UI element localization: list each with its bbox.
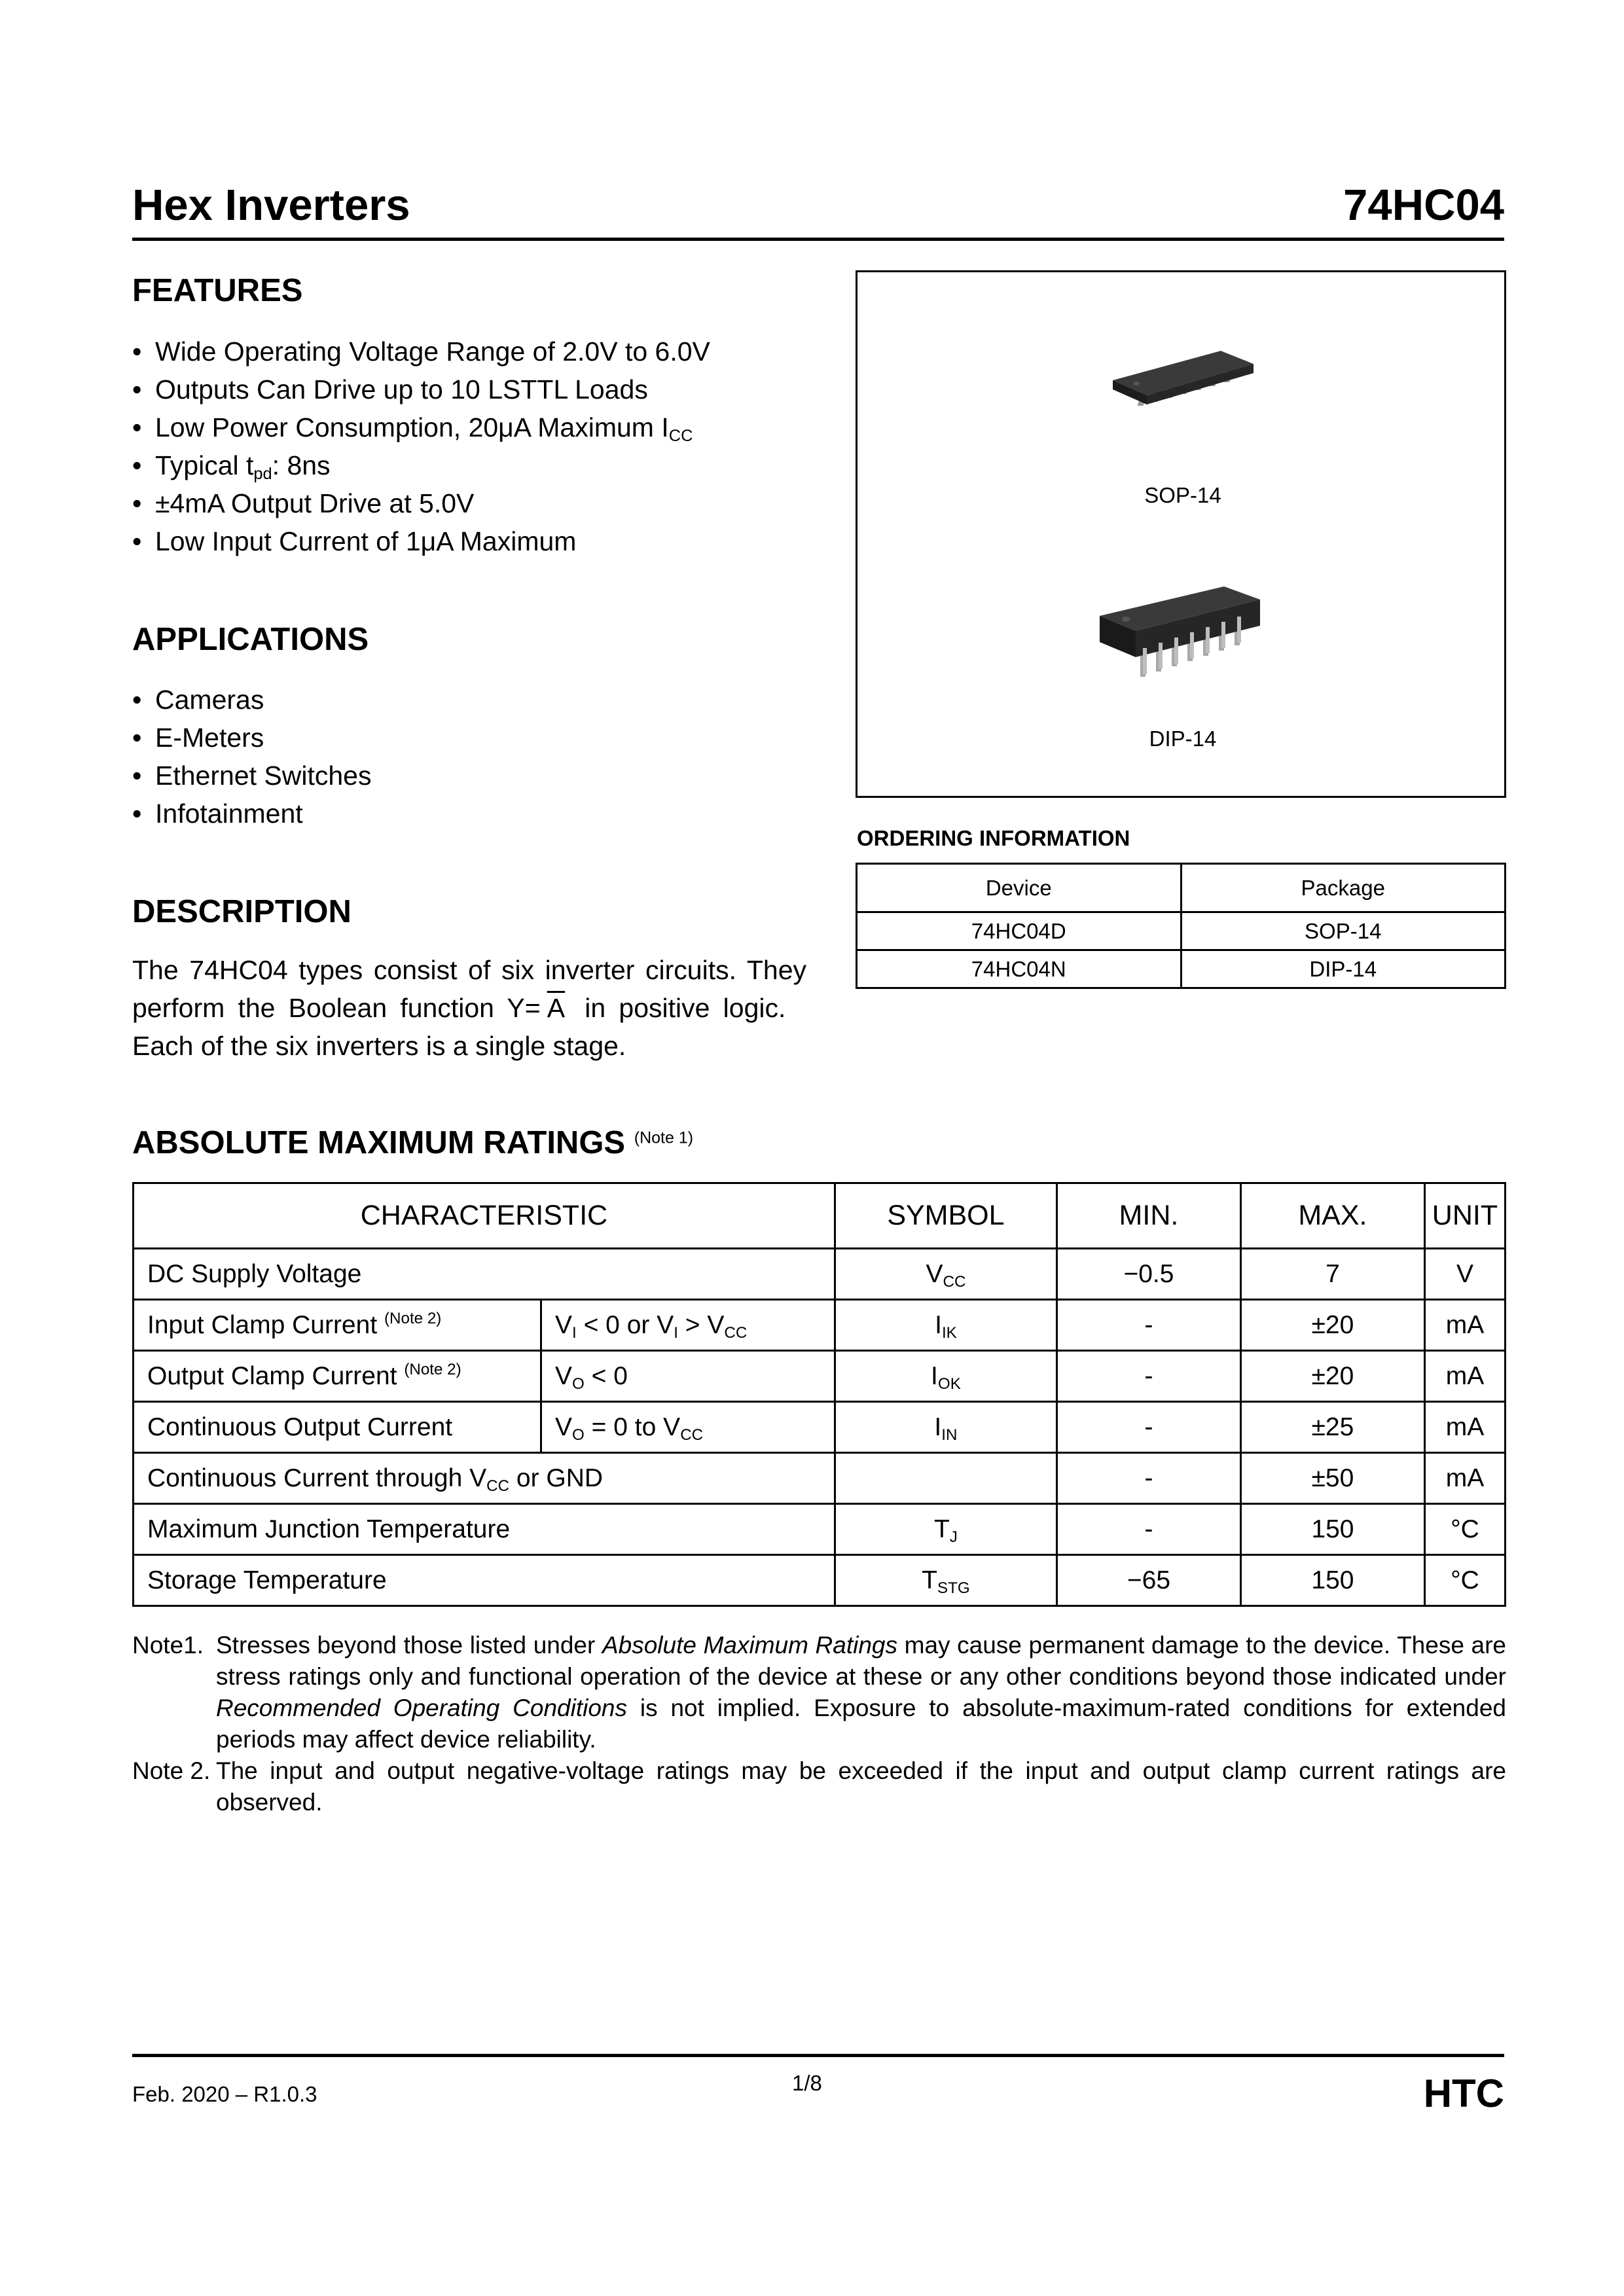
revision-date: Feb. 2020 – R1.0.3	[132, 2082, 317, 2106]
cell-unit: mA	[1424, 1300, 1505, 1351]
description-text: The 74HC04 types consist of six inverter circuits. They perform the Boolean function $Y= \overline{A}$ in positive logic. Each of the six inverters is a single stage.	[132, 955, 806, 1061]
note-1: Note1. Stresses beyond those listed under Absolute Maximum Ratings may cause permanent damage to the device. These are stress ratings only and functional operation of the device at these or any other conditions beyond those indicated under Recommended Operating Conditions is not implied. Exposure to absolute-maximum-rated conditions for extended periods may affect device reliability.	[132, 1632, 1506, 1753]
table-row	[134, 1300, 1506, 1351]
cell-unit: mA	[1424, 1351, 1505, 1402]
amr-heading-note: (Note 1)	[634, 1128, 694, 1147]
list-item: • Cameras	[132, 681, 371, 719]
table-row	[857, 912, 1506, 950]
cell-symbol: $I_{IN}$	[835, 1402, 1056, 1453]
part-number: 74HC04	[1343, 181, 1504, 230]
cell-unit: mA	[1424, 1402, 1505, 1453]
cell-characteristic: Storage Temperature	[134, 1555, 835, 1606]
applications-heading: APPLICATIONS	[132, 622, 369, 657]
cell-characteristic: Input Clamp Current $^{(Note 2)}$	[134, 1300, 541, 1351]
cell-characteristic: Continuous Current through $V_{CC}$ or GND	[134, 1453, 835, 1504]
list-item: • Wide Operating Voltage Range of 2.0V to 6.0V	[132, 332, 710, 370]
cell-condition: $V_O = 0$ to $V_{CC}$	[541, 1402, 835, 1453]
cell-min: −0.5	[1056, 1249, 1240, 1300]
footer-divider	[132, 2054, 1504, 2057]
cell-characteristic: Output Clamp Current $^{(Note 2)}$	[134, 1351, 541, 1402]
table-row	[134, 1555, 1506, 1606]
cell-min: −65	[1056, 1555, 1240, 1606]
table-row	[857, 864, 1506, 912]
list-item: • E-Meters	[132, 719, 371, 757]
cell-max: 150	[1240, 1504, 1424, 1555]
note-2: Note 2. The input and output negative-voltage ratings may be exceeded if the input and output clamp current ratings are observed.	[132, 1757, 1506, 1816]
table-header-cell: Package	[1181, 864, 1506, 912]
cell-symbol: $T_J$	[835, 1504, 1056, 1555]
package-images-box	[856, 270, 1506, 798]
col-header-min: MIN.	[1056, 1183, 1240, 1249]
cell-symbol: $I_{OK}$	[835, 1351, 1056, 1402]
cell-min: -	[1056, 1504, 1240, 1555]
cell-symbol: $I_{IK}$	[835, 1300, 1056, 1351]
table-row	[134, 1402, 1506, 1453]
description-heading: DESCRIPTION	[132, 894, 352, 929]
col-header-symbol: SYMBOL	[835, 1183, 1056, 1249]
cell-unit: °C	[1424, 1504, 1505, 1555]
cell-characteristic: Maximum Junction Temperature	[134, 1504, 835, 1555]
amr-table	[132, 1182, 1506, 1607]
cell-max: ±50	[1240, 1453, 1424, 1504]
brand-logo-text: HTC	[1423, 2072, 1504, 2115]
col-header-max: MAX.	[1240, 1183, 1424, 1249]
cell-max: 150	[1240, 1555, 1424, 1606]
cell-condition: $V_O < 0$	[541, 1351, 835, 1402]
cell-unit: °C	[1424, 1555, 1505, 1606]
table-cell: DIP-14	[1181, 950, 1506, 988]
cell-symbol	[835, 1453, 1056, 1504]
features-heading: FEATURES	[132, 273, 303, 308]
cell-min: -	[1056, 1351, 1240, 1402]
cell-characteristic: DC Supply Voltage	[134, 1249, 835, 1300]
cell-symbol: $V_{CC}$	[835, 1249, 1056, 1300]
table-header-row	[134, 1183, 1506, 1249]
table-cell: SOP-14	[1181, 912, 1506, 950]
cell-min: -	[1056, 1453, 1240, 1504]
cell-max: ±20	[1240, 1300, 1424, 1351]
cell-min: -	[1056, 1402, 1240, 1453]
cell-min: -	[1056, 1300, 1240, 1351]
list-item: • Low Power Consumption, 20μA Maximum $I_{CC}$	[132, 408, 710, 446]
table-row	[857, 950, 1506, 988]
cell-characteristic: Continuous Output Current	[134, 1402, 541, 1453]
ordering-table	[856, 863, 1506, 989]
cell-max: ±25	[1240, 1402, 1424, 1453]
list-item: • Low Input Current of 1μA Maximum	[132, 522, 710, 560]
table-row	[134, 1351, 1506, 1402]
notes	[132, 1630, 1506, 1818]
cell-unit: mA	[1424, 1453, 1505, 1504]
list-item: • Infotainment	[132, 795, 371, 833]
document-title: Hex Inverters	[132, 181, 410, 230]
cell-condition: $V_I < 0$ or $V_I > V_{CC}$	[541, 1300, 835, 1351]
list-item: • Typical $t_{pd}$: 8ns	[132, 446, 710, 484]
cell-unit: V	[1424, 1249, 1505, 1300]
applications-list	[132, 681, 371, 833]
table-cell: 74HC04N	[857, 950, 1182, 988]
amr-heading: ABSOLUTE MAXIMUM RATINGS $^{(Note 1)}$	[132, 1125, 694, 1160]
sop14-label: SOP-14	[1144, 483, 1221, 507]
table-row	[134, 1453, 1506, 1504]
cell-max: ±20	[1240, 1351, 1424, 1402]
col-header-characteristic: CHARACTERISTIC	[134, 1183, 835, 1249]
boolean-a-bar: $\overline{A}$	[547, 993, 566, 1023]
cell-symbol: $T_{STG}$	[835, 1555, 1056, 1606]
page-number: 1/8	[792, 2071, 822, 2095]
sop14-chip-image	[1100, 344, 1270, 429]
col-header-unit: UNIT	[1424, 1183, 1505, 1249]
dip14-label: DIP-14	[1149, 726, 1217, 751]
header-divider	[132, 238, 1504, 241]
table-row	[134, 1504, 1506, 1555]
list-item: • ±4mA Output Drive at 5.0V	[132, 484, 710, 522]
dip14-chip-image	[1087, 580, 1276, 704]
cell-max: 7	[1240, 1249, 1424, 1300]
features-list	[132, 332, 710, 560]
table-row	[134, 1249, 1506, 1300]
list-item: • Ethernet Switches	[132, 757, 371, 795]
table-header-cell: Device	[857, 864, 1182, 912]
list-item: • Outputs Can Drive up to 10 LSTTL Loads	[132, 370, 710, 408]
ordering-info-title: ORDERING INFORMATION	[857, 826, 1130, 850]
table-cell: 74HC04D	[857, 912, 1182, 950]
